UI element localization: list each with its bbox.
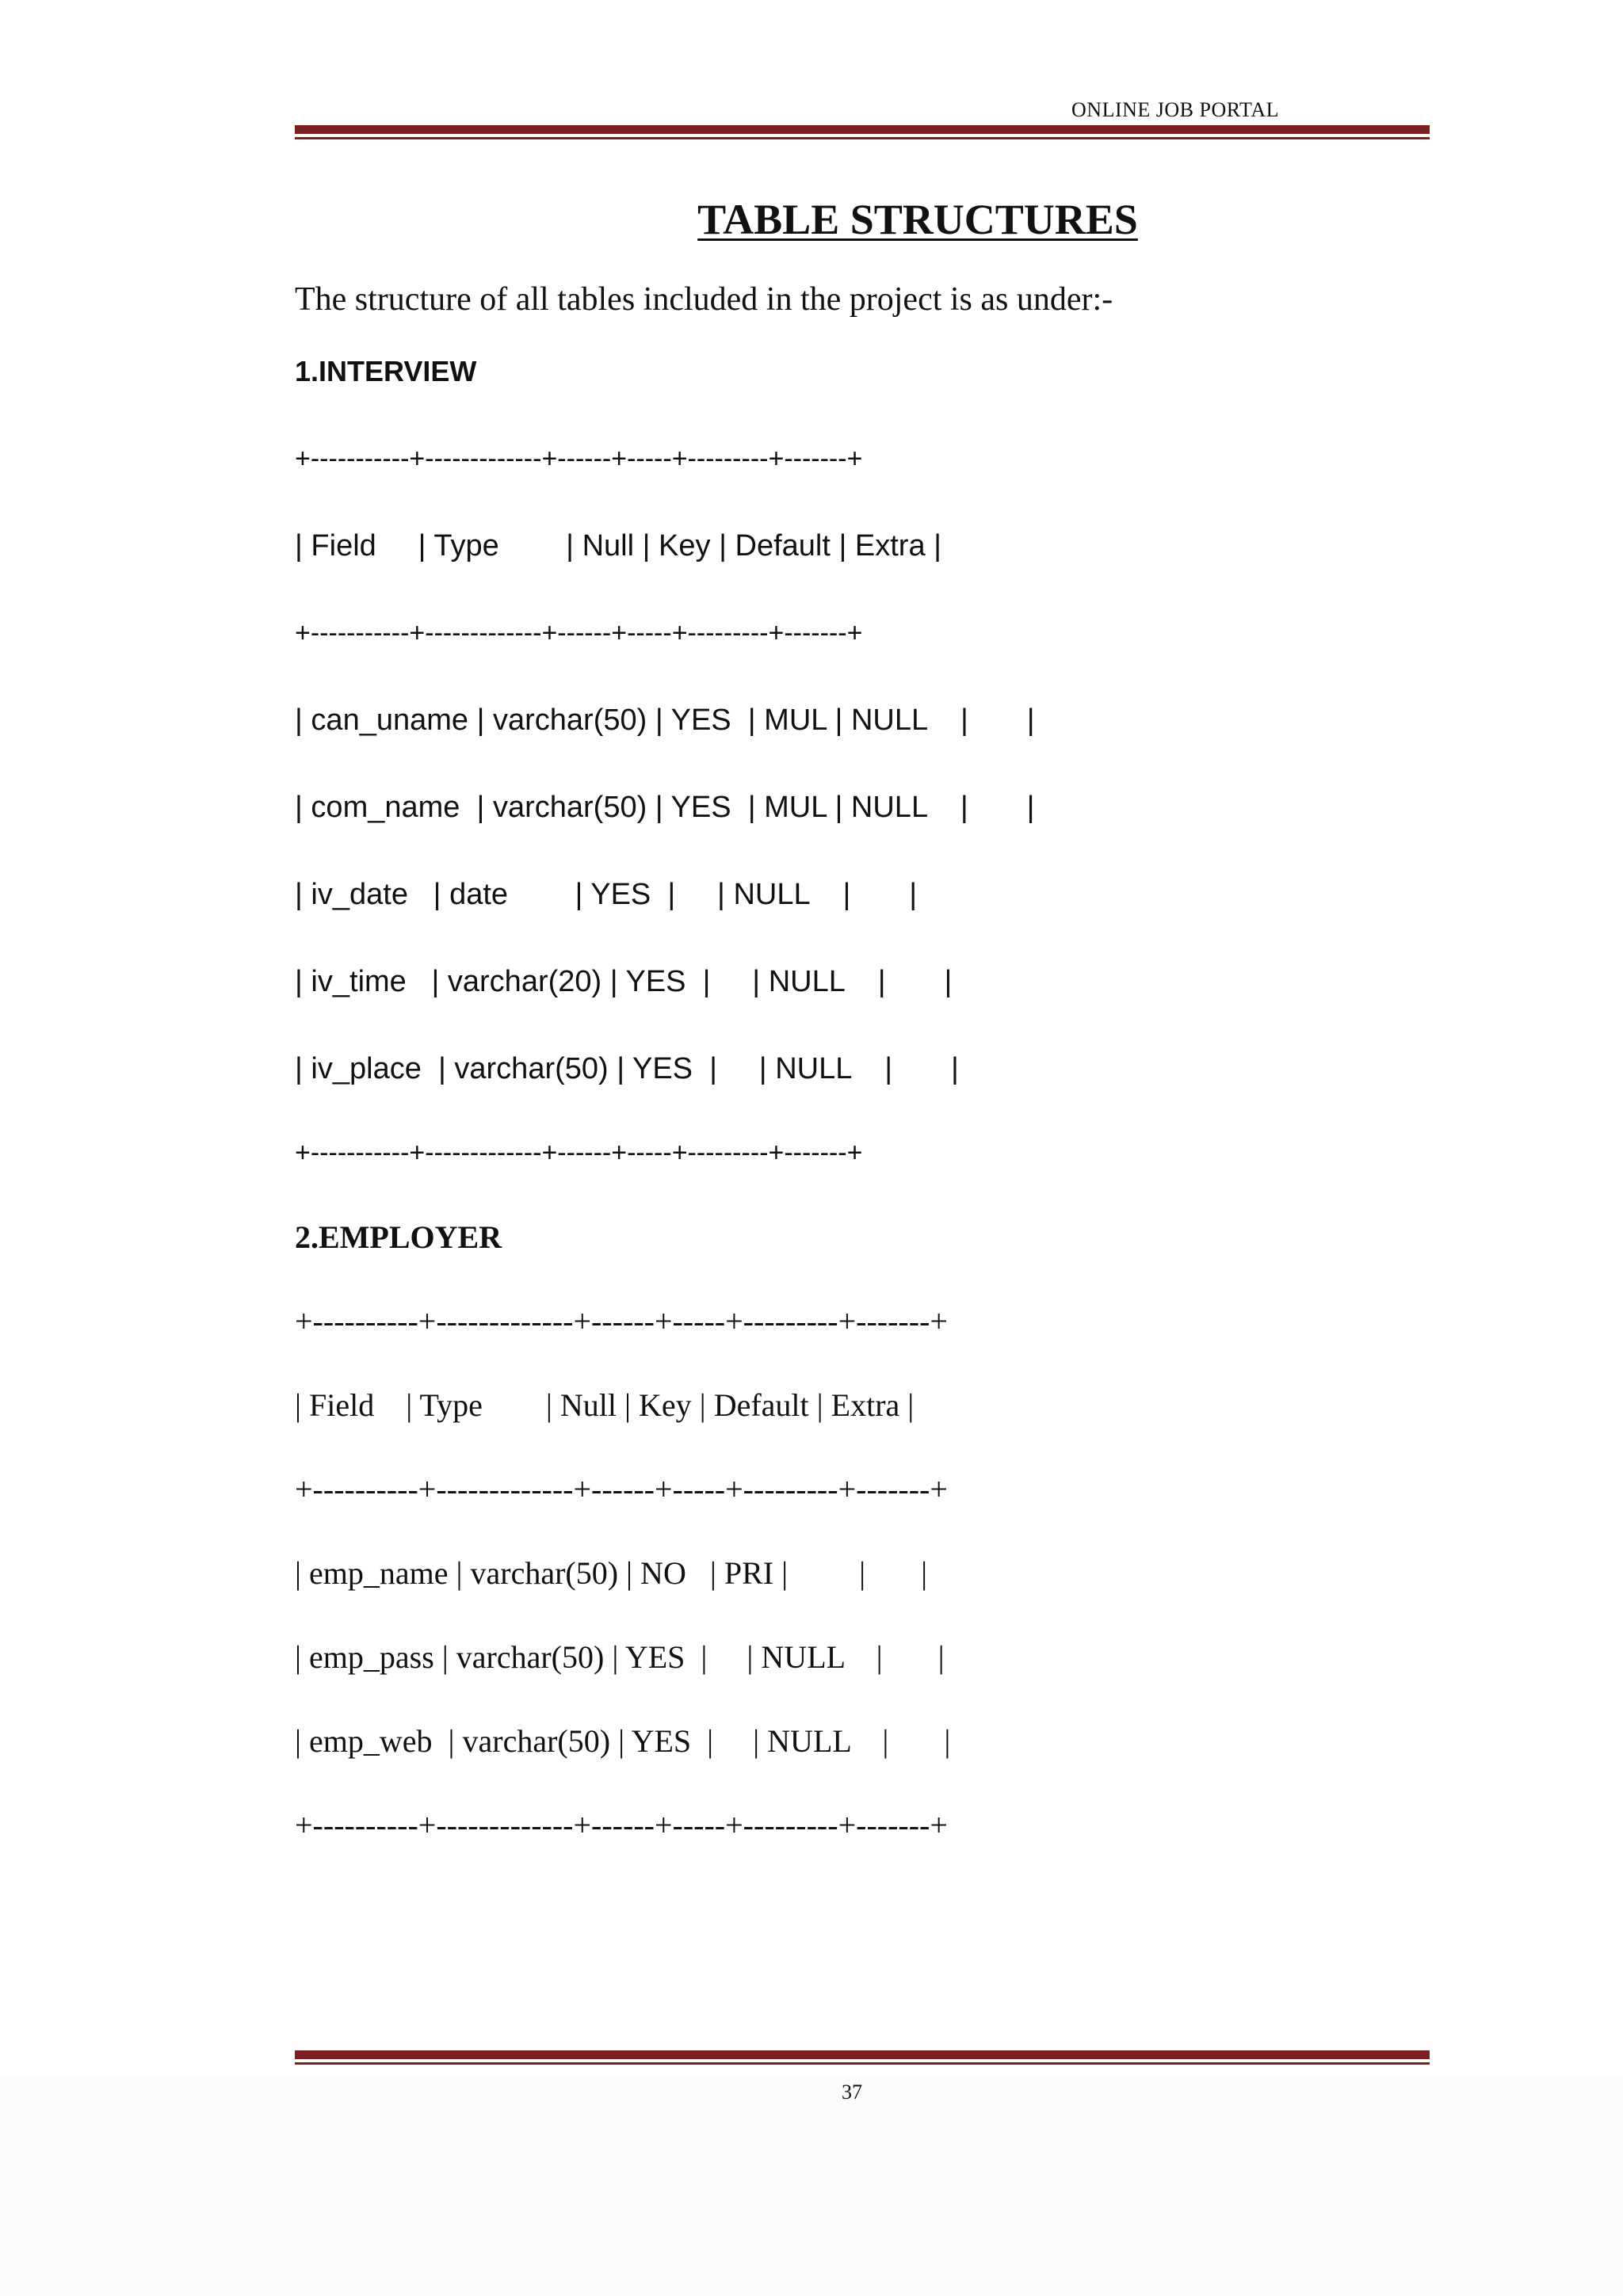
table-separator: +----------+-------------+------+-----+---------+-------+: [295, 1807, 948, 1843]
table-row: | emp_web | varchar(50) | YES | | NULL | |: [295, 1723, 951, 1759]
page-title: TABLE STRUCTURES: [697, 196, 1138, 243]
table-row: | can_uname | varchar(50) | YES | MUL | NULL | |: [295, 704, 1035, 737]
table-header-row: | Field | Type | Null | Key | Default | Extra |: [295, 1387, 915, 1423]
table-separator: +----------+-------------+------+-----+---------+-------+: [295, 1471, 948, 1507]
footer-rule: [295, 2050, 1430, 2059]
running-header: ONLINE JOB PORTAL: [1071, 98, 1279, 121]
table-heading-employer: 2.EMPLOYER: [295, 1219, 502, 1255]
table-separator: +-----------+-------------+------+-----+---------+-------+: [295, 444, 863, 474]
intro-text: The structure of all tables included in the project is as under:-: [295, 281, 1113, 318]
page-bottom-shade: [0, 2076, 1623, 2296]
table-row: | iv_place | varchar(50) | YES | | NULL | |: [295, 1052, 959, 1085]
table-separator: +-----------+-------------+------+-----+---------+-------+: [295, 618, 863, 648]
table-row: | com_name | varchar(50) | YES | MUL | NULL | |: [295, 791, 1035, 824]
page-number: 37: [842, 2081, 862, 2103]
table-row: | emp_name | varchar(50) | NO | PRI | | |: [295, 1555, 928, 1591]
table-row: | emp_pass | varchar(50) | YES | | NULL | |: [295, 1639, 945, 1675]
table-row: | iv_time | varchar(20) | YES | | NULL | |: [295, 965, 953, 998]
table-separator: +----------+-------------+------+-----+---------+-------+: [295, 1303, 948, 1339]
table-row: | iv_date | date | YES | | NULL | |: [295, 878, 918, 911]
table-heading-interview: 1.INTERVIEW: [295, 355, 477, 387]
table-header-row: | Field | Type | Null | Key | Default | Extra |: [295, 529, 942, 563]
footer-rule-thin: [295, 2062, 1430, 2065]
table-separator: +-----------+-------------+------+-----+---------+-------+: [295, 1138, 863, 1168]
header-rule-thin: [295, 137, 1430, 139]
header-rule: [295, 125, 1430, 134]
